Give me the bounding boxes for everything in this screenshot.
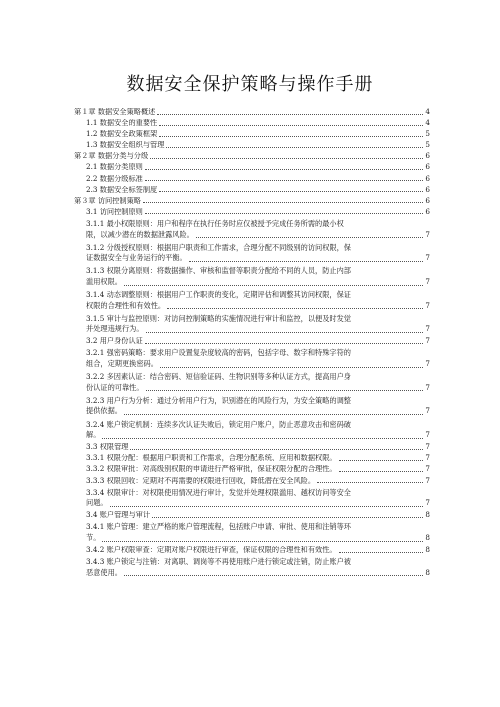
page-number: 8: [425, 511, 430, 520]
page-number: 7: [425, 498, 430, 508]
toc-entry[interactable]: [70, 546, 430, 555]
toc-entry-text-line1: 3.4.1 账户管理：建立严格的账户管理流程，包括账户申请、审批、使用和注销等环: [86, 522, 351, 532]
toc-entry[interactable]: [70, 477, 430, 486]
toc-entry-text: 第１章 数据安全策略概述: [74, 108, 156, 116]
toc-entry-text: 1.3 数据安全组织与管理: [86, 141, 165, 150]
toc-entry[interactable]: [70, 522, 430, 543]
dot-leader: [339, 460, 424, 461]
toc-entry-text: 3.4 账户管理与审计: [86, 511, 151, 520]
toc-entry[interactable]: [70, 557, 430, 578]
dot-leader: [189, 261, 424, 262]
toc-entry-text: 3.4.2 账户权限审查：定期对账户权限进行审查，保证权限的合理性和有效性。: [86, 546, 337, 555]
page-number: 6: [425, 196, 430, 205]
toc-entry[interactable]: [70, 420, 430, 441]
page-number: 5: [425, 130, 430, 139]
toc-entry-text-line2: 限，以减少潜在的数据泄露风险。: [86, 229, 194, 239]
toc-entry-text: 3.1 访问控制原则: [86, 207, 143, 216]
page-number: 6: [425, 174, 430, 183]
toc-entry-text: 3.2 用户身份认证: [86, 337, 143, 346]
toc-entry[interactable]: [70, 186, 430, 195]
dot-leader: [145, 343, 424, 344]
toc-entry[interactable]: [70, 372, 430, 393]
dot-leader: [146, 332, 424, 333]
dot-leader: [146, 390, 424, 391]
toc-entry-text-line2: 恶意使用。: [86, 567, 122, 577]
toc-entry[interactable]: [70, 243, 430, 264]
toc-entry-text: 2.1 数据分类原则: [86, 163, 143, 172]
toc-entry-text: 2.2 数据分级标准: [86, 174, 143, 183]
toc-entry-text-line1: 3.1.2 分级授权原则：根据用户职责和工作需求，合理分配不同级别的访问权限，保: [86, 242, 351, 252]
toc-chapter-entry[interactable]: [70, 108, 430, 117]
dot-leader: [124, 575, 423, 576]
toc-entry-text: 3.3.1 权限分配：根据用户职责和工作需求，合理分配系统、应用和数据权限。: [86, 454, 337, 463]
toc-entry[interactable]: [70, 266, 430, 287]
toc-chapter-entry[interactable]: [70, 197, 430, 206]
toc-entry-text-line2: 问题。: [86, 498, 108, 508]
toc-entry-text-line1: 3.1.5 审计与监控原则：对访问控制策略的实施情况进行审计和监控，以便及时发觉: [86, 313, 351, 323]
toc-entry[interactable]: [70, 348, 430, 369]
toc-entry-text-line1: 3.2.2 多因素认证：结合密码、短信验证码、生物识别等多种认证方式，提高用户身: [86, 372, 351, 382]
toc-entry-text-line1: 3.2.4 账户锁定机制：连续多次认证失败后，锁定用户账户，防止恶意攻击和密码破: [86, 419, 351, 429]
page-number: 7: [425, 476, 430, 485]
toc-entry-text-line1: 3.1.4 动态调整原则：根据用户工作职责的变化，定期评估和调整其访问权限，保证: [86, 290, 351, 299]
page-number: 7: [425, 443, 430, 452]
page-number: 8: [425, 567, 430, 577]
toc-entry-text-line2: 滥用权限。: [86, 276, 122, 286]
toc-entry-text: 1.1 数据安全的重要性: [86, 119, 158, 128]
dot-leader: [339, 552, 424, 553]
toc-entry-text: 2.3 数据安全标签制度: [86, 185, 158, 194]
toc-entry[interactable]: [70, 465, 430, 474]
toc-entry[interactable]: [70, 488, 430, 509]
page-number: 7: [425, 382, 430, 392]
dot-leader: [110, 506, 424, 507]
dot-leader: [167, 308, 423, 309]
dot-leader: [102, 541, 423, 542]
toc-entry-text-line1: 3.1.3 权限分离原则：将数据操作、审核和监督等职责分配给不同的人员，防止内部: [86, 266, 351, 276]
toc-entry-text: 第２章 数据分类与分级: [74, 152, 149, 161]
dot-leader: [102, 438, 423, 439]
toc-entry-text-line2: 组合，定期更换密码。: [86, 359, 158, 369]
toc-entry-text: 第３章 访问控制策略: [74, 196, 141, 205]
toc-entry-text-line2: 份认证的可靠性。: [86, 382, 144, 392]
dot-leader: [124, 414, 423, 415]
page-number: 4: [425, 119, 430, 128]
toc-entry-text-line2: 提供依据。: [86, 406, 122, 416]
toc-entry[interactable]: [70, 119, 430, 128]
toc-entry-text-line1: 3.3.4 权限审计：对权限使用情况进行审计，发觉并处理权限滥用、越权访问等安全: [86, 487, 351, 497]
toc-entry[interactable]: [70, 130, 430, 139]
dot-leader: [159, 125, 423, 126]
page-number: 6: [425, 207, 430, 216]
toc-entry[interactable]: [70, 337, 430, 346]
dot-leader: [145, 180, 424, 181]
toc-entry[interactable]: [70, 454, 430, 463]
page-number: 6: [425, 163, 430, 172]
page-number: 8: [425, 532, 430, 542]
toc-entry-text-line1: 3.2.1 强密码策略：要求用户设置复杂度较高的密码，包括字母、数字和特殊字符的: [86, 348, 351, 358]
toc-entry[interactable]: [70, 141, 430, 150]
page-number: 8: [425, 546, 430, 555]
toc-entry-text-line2: 证数据安全与业务运行的平衡。: [86, 253, 187, 263]
page-number: 7: [425, 454, 430, 463]
page-number: 5: [425, 141, 430, 150]
page-number: 7: [425, 430, 430, 440]
table-of-contents: [70, 108, 430, 581]
page-number: 7: [425, 229, 430, 239]
toc-entry-text-line2: 并处理违规行为。: [86, 324, 144, 334]
dot-leader: [317, 482, 423, 483]
page-number: 6: [425, 185, 430, 194]
dot-leader: [159, 136, 423, 137]
toc-entry-text-line2: 解。: [86, 430, 101, 440]
toc-entry-text-line2: 节。: [86, 532, 101, 542]
page-number: 7: [425, 276, 430, 286]
toc-entry[interactable]: [70, 443, 430, 452]
toc-entry-text-line2: 权限的合理性和有效性。: [86, 300, 166, 310]
toc-entry[interactable]: [70, 163, 430, 172]
dot-leader: [160, 367, 424, 368]
document-title: 数据安全保护策略与操作手册: [126, 74, 374, 95]
toc-entry[interactable]: [70, 219, 430, 240]
dot-leader: [159, 191, 423, 192]
page-number: 6: [425, 152, 430, 161]
dot-leader: [152, 517, 423, 518]
toc-entry[interactable]: [70, 396, 430, 417]
dot-leader: [150, 158, 423, 159]
dot-leader: [145, 169, 424, 170]
page-number: 7: [425, 337, 430, 346]
toc-chapter-entry[interactable]: [70, 152, 430, 161]
toc-entry-text-line1: 3.1.1 最小权限原则：用户和程序在执行任务时应仅被授予完成任务所需的最小权: [86, 218, 344, 228]
toc-entry-text: 3.3 权限管理: [86, 443, 129, 452]
dot-leader: [143, 202, 423, 203]
toc-entry[interactable]: [70, 290, 430, 311]
dot-leader: [130, 449, 423, 450]
toc-entry-text-line1: 3.2.3 用户行为分析：通过分析用户行为，识别潜在的风险行为，为安全策略的调整: [86, 395, 351, 405]
toc-entry[interactable]: [70, 175, 430, 184]
page-number: 4: [425, 108, 430, 116]
page-number: 7: [425, 324, 430, 334]
toc-entry[interactable]: [70, 208, 430, 217]
toc-entry-text: 3.3.3 权限回收：定期对不再需要的权限进行回收，降低潜在安全风险。: [86, 476, 316, 485]
page-number: 7: [425, 300, 430, 310]
toc-entry[interactable]: [70, 511, 430, 520]
toc-entry[interactable]: [70, 314, 430, 335]
toc-entry-text: 3.3.2 权限审批：对高级别权限的申请进行严格审批，保证权限分配的合理性。: [86, 465, 337, 474]
page-number: 7: [425, 406, 430, 416]
page-number: 7: [425, 359, 430, 369]
dot-leader: [196, 237, 424, 238]
toc-entry-text: 1.2 数据安全政策框架: [86, 130, 158, 139]
page-number: 7: [425, 253, 430, 263]
dot-leader: [157, 114, 423, 115]
dot-leader: [145, 213, 424, 214]
toc-entry-text-line1: 3.4.3 账户锁定与注销：对离职、调岗等不再使用账户进行锁定或注销，防止账户被: [86, 557, 351, 567]
dot-leader: [124, 285, 423, 286]
page-number: 7: [425, 465, 430, 474]
dot-leader: [339, 471, 424, 472]
dot-leader: [166, 147, 423, 148]
